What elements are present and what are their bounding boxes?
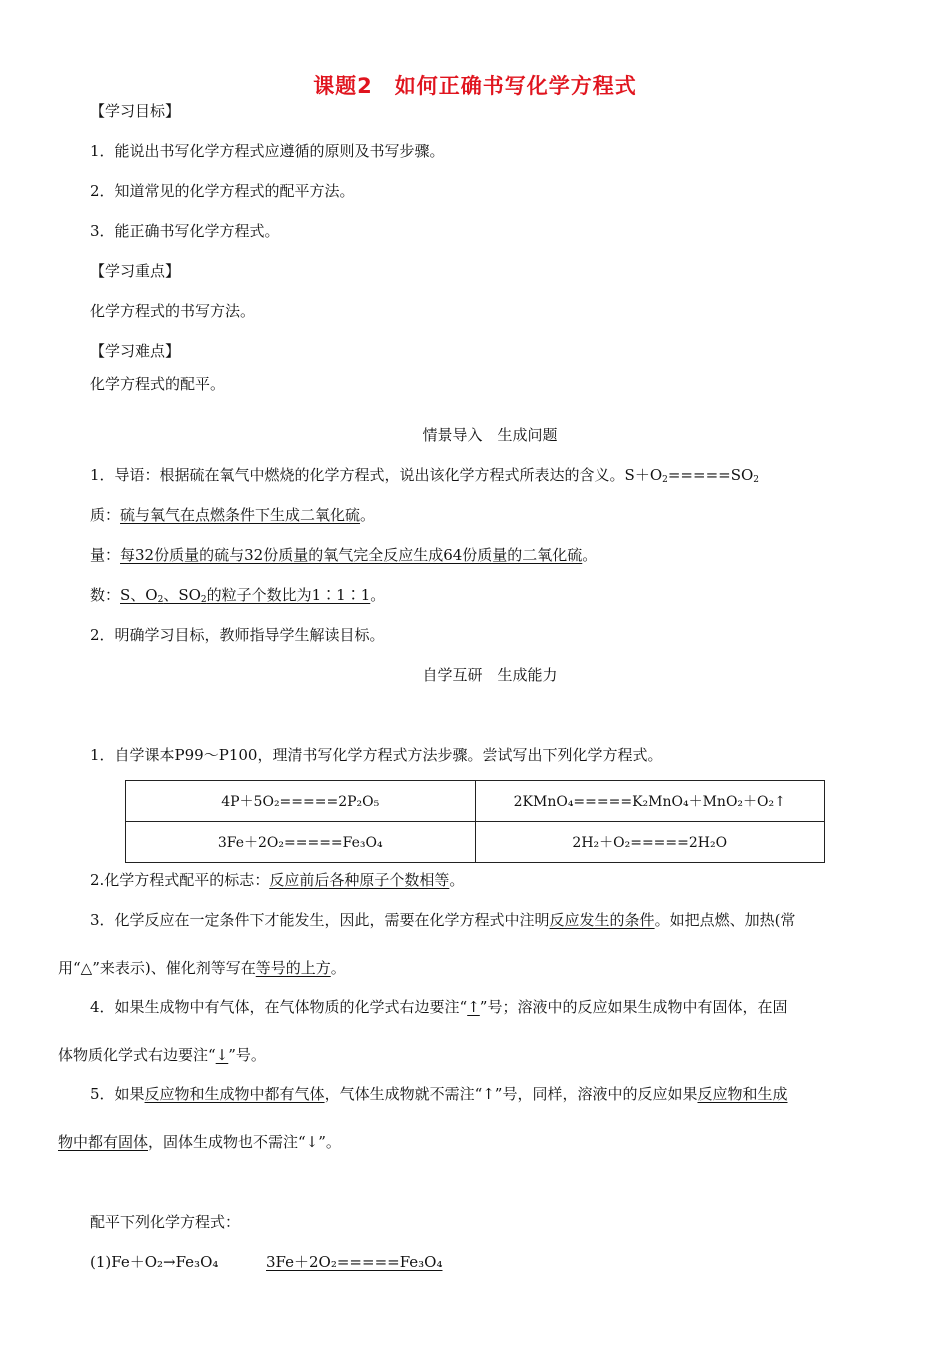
section1-question-2: 2．明确学习目标，教师指导学生解读目标。 bbox=[90, 626, 385, 644]
section2-question-3-line-2: 用“△”来表示)、催化剂等写在等号的上方。 bbox=[58, 959, 346, 977]
table-cell: 4P＋5O₂=====2P₂O₅ bbox=[126, 781, 476, 822]
table-cell: 2H₂＋O₂=====2H₂O bbox=[475, 822, 825, 863]
equations-table bbox=[125, 780, 825, 863]
section2-question-2: 2.化学方程式配平的标志：反应前后各种原子个数相等。 bbox=[90, 871, 465, 889]
page-title: 课题2 如何正确书写化学方程式 bbox=[313, 74, 637, 98]
balance-heading: 配平下列化学方程式： bbox=[90, 1213, 241, 1231]
table-cell: 3Fe＋2O₂=====Fe₃O₄ bbox=[126, 822, 476, 863]
section2-question-3-line-1: 3．化学反应在一定条件下才能发生，因此，需要在化学方程式中注明反应发生的条件。如把点燃、加热(常 bbox=[90, 911, 796, 929]
section1-question-1: 1．导语：根据硫在氧气中燃烧的化学方程式，说出该化学方程式所表达的含义。$S+O_2=====SO_2$ bbox=[90, 466, 760, 485]
table-row bbox=[126, 781, 825, 822]
answer-above-equals: 等号的上方 bbox=[255, 959, 331, 977]
section2-question-5-line-1: 5．如果反应物和生成物中都有气体，气体生成物就不需注“↑”号，同样，溶液中的反应如果反应物和生成 bbox=[90, 1085, 788, 1103]
difficulty-heading: 【学习难点】 bbox=[90, 342, 181, 360]
answer-quality: 硫与氧气在点燃条件下生成二氧化硫 bbox=[120, 506, 361, 524]
balance-item-1-answer: 3Fe＋2O₂=====Fe₃O₄ bbox=[266, 1253, 443, 1271]
table-cell: 2KMnO₄=====K₂MnO₄＋MnO₂＋O₂↑ bbox=[475, 781, 825, 822]
section2-question-1: 1．自学课本P99～P100，理清书写化学方程式方法步骤。尝试写出下列化学方程式。 bbox=[90, 746, 663, 764]
objective-item-2: 2．知道常见的化学方程式的配平方法。 bbox=[90, 182, 355, 200]
answer-quantity: 每32份质量的硫与32份质量的氧气完全反应生成64份质量的二氧化硫 bbox=[120, 546, 583, 564]
answer-solid-arrow: ↓ bbox=[215, 1046, 229, 1064]
objectives-heading: 【学习目标】 bbox=[90, 102, 181, 120]
key-point-text: 化学方程式的书写方法。 bbox=[90, 302, 256, 320]
meaning-quality: 质：硫与氧气在点燃条件下生成二氧化硫。 bbox=[90, 506, 376, 524]
objective-item-1: 1．能说出书写化学方程式应遵循的原则及书写步骤。 bbox=[90, 142, 445, 160]
answer-reaction-condition: 反应发生的条件 bbox=[549, 911, 655, 929]
meaning-quantity: 量：每32份质量的硫与32份质量的氧气完全反应生成64份质量的二氧化硫。 bbox=[90, 546, 598, 564]
meaning-number: 数：S、$O_2$、$SO_2$的粒子个数比为1∶1∶1。 bbox=[90, 586, 386, 605]
section1-title: 情景导入 生成问题 bbox=[422, 426, 558, 444]
answer-gas-arrow: ↑ bbox=[467, 998, 480, 1016]
section2-question-4-line-1: 4．如果生成物中有气体，在气体物质的化学式右边要注“↑”号；溶液中的反应如果生成物中有固体，在固 bbox=[90, 998, 788, 1016]
answer-both-gas: 反应物和生成物中都有气体 bbox=[144, 1085, 325, 1103]
answer-both-solid-part-1: 反应物和生成 bbox=[697, 1085, 788, 1103]
balance-item-1-question: (1)Fe＋O₂→Fe₃O₄ bbox=[90, 1253, 219, 1271]
answer-number: S、$O_2$、$SO_2$的粒子个数比为1∶1∶1 bbox=[120, 586, 371, 605]
answer-balance-sign: 反应前后各种原子个数相等 bbox=[269, 871, 450, 889]
key-point-heading: 【学习重点】 bbox=[90, 262, 181, 280]
answer-both-solid-part-2: 物中都有固体 bbox=[58, 1133, 149, 1151]
objective-item-3: 3．能正确书写化学方程式。 bbox=[90, 222, 280, 240]
section2-title: 自学互研 生成能力 bbox=[422, 666, 558, 684]
section2-question-5-line-2: 物中都有固体，固体生成物也不需注“↓”。 bbox=[58, 1133, 341, 1151]
table-row bbox=[126, 822, 825, 863]
section2-question-4-line-2: 体物质化学式右边要注“↓”号。 bbox=[58, 1046, 266, 1064]
difficulty-text: 化学方程式的配平。 bbox=[90, 375, 226, 393]
